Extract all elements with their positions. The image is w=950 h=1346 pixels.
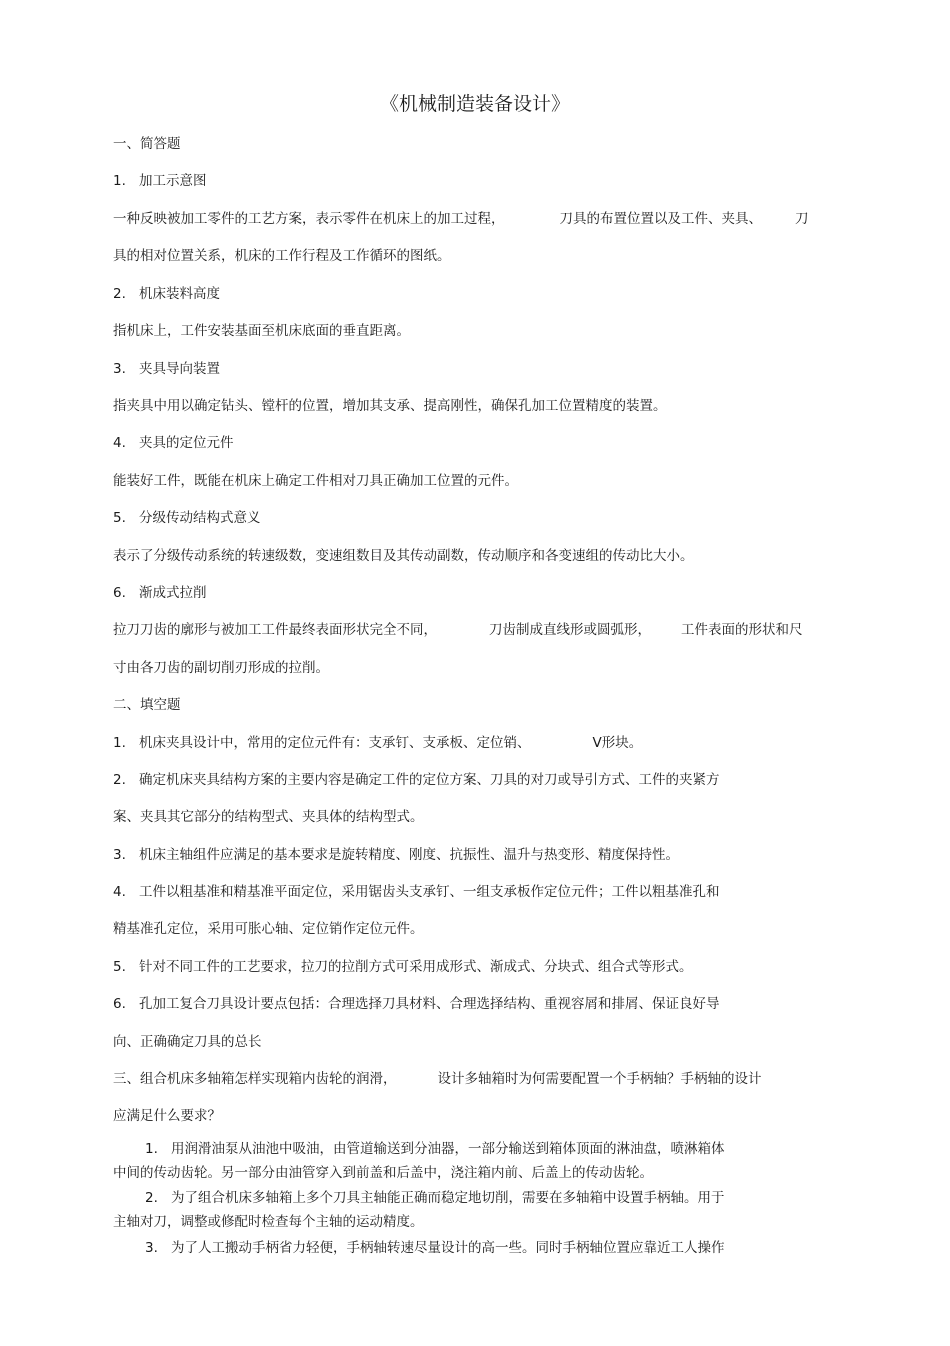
definition-line — [113, 622, 803, 638]
item-number: 6. — [113, 996, 126, 1012]
item-number: 1. — [113, 735, 126, 751]
item-number: 2. — [113, 286, 126, 302]
item-number: 2. — [145, 1190, 158, 1206]
document-title: 《机械制造装备设计》 — [379, 93, 570, 115]
item-number: 4. — [113, 884, 126, 900]
term-text: 夹具导向装置 — [139, 361, 220, 377]
definition-text: 拉刀刀齿的廓形与被加工工件最终表面形状完全不同， — [113, 622, 437, 638]
fill-item — [113, 884, 720, 900]
answer-text: 为了组合机床多轴箱上多个刀具主轴能正确而稳定地切削，需要在多轴箱中设置手柄轴。用于 — [171, 1190, 725, 1206]
answer-text: 为了人工搬动手柄省力轻便，手柄轴转速尽量设计的高一些。同时手柄轴位置应靠近工人操作 — [171, 1240, 725, 1256]
fill-item — [113, 772, 720, 788]
item-number: 5. — [113, 959, 126, 975]
fill-text: 机床夹具设计中，常用的定位元件有：支承钉、支承板、定位销、 — [139, 735, 531, 751]
fill-text: 工件以粗基准和精基准平面定位，采用锯齿头支承钉、一组支承板作定位元件；工件以粗基准孔和 — [139, 884, 720, 900]
definition-line: 能装好工件，既能在机床上确定工件相对刀具正确加工位置的元件。 — [113, 473, 518, 489]
item-number: 5. — [113, 510, 126, 526]
answer-item — [145, 1141, 725, 1157]
question-term — [113, 435, 234, 451]
item-number: 6. — [113, 585, 126, 601]
item-number: 1. — [113, 173, 126, 189]
term-text: 机床装料高度 — [139, 286, 220, 302]
question-term — [113, 510, 261, 526]
answer-continuation: 主轴对刀，调整或修配时检查每个主轴的运动精度。 — [113, 1214, 424, 1230]
fill-item — [113, 735, 642, 751]
item-number: 2. — [113, 772, 126, 788]
section-heading-2: 二、填空题 — [113, 697, 181, 713]
definition-line: 具的相对位置关系，机床的工作行程及工作循环的图纸。 — [113, 248, 451, 264]
term-text: 分级传动结构式意义 — [139, 510, 261, 526]
fill-text: V形块。 — [592, 735, 643, 751]
definition-text: 刀齿制成直线形或圆弧形， — [489, 622, 651, 638]
fill-item-continuation: 案、夹具其它部分的结构型式、夹具体的结构型式。 — [113, 809, 424, 825]
item-number: 3. — [145, 1240, 158, 1256]
fill-text: 机床主轴组件应满足的基本要求是旋转精度、刚度、抗振性、温升与热变形、精度保持性。 — [139, 847, 679, 863]
section-heading-3-continuation: 应满足什么要求？ — [113, 1108, 221, 1124]
question-term — [113, 361, 220, 377]
definition-line: 指机床上，工件安装基面至机床底面的垂直距离。 — [113, 323, 410, 339]
item-number: 4. — [113, 435, 126, 451]
fill-item — [113, 959, 693, 975]
item-number: 1. — [145, 1141, 158, 1157]
definition-text: 工件表面的形状和尺 — [681, 622, 803, 638]
definition-text: 刀 — [795, 211, 809, 227]
answer-item — [145, 1240, 725, 1256]
term-text: 渐成式拉削 — [139, 585, 207, 601]
fill-text: 针对不同工件的工艺要求，拉刀的拉削方式可采用成形式、渐成式、分块式、组合式等形式。 — [139, 959, 693, 975]
definition-line: 表示了分级传动系统的转速级数，变速组数目及其传动副数，传动顺序和各变速组的传动比大小。 — [113, 548, 694, 564]
answer-item — [145, 1190, 725, 1206]
answer-continuation: 中间的传动齿轮。另一部分由油管穿入到前盖和后盖中，浇注箱内前、后盖上的传动齿轮。 — [113, 1165, 653, 1181]
definition-text: 一种反映被加工零件的工艺方案，表示零件在机床上的加工过程， — [113, 211, 505, 227]
item-number: 3. — [113, 847, 126, 863]
heading-text: 设计多轴箱时为何需要配置一个手柄轴？手柄轴的设计 — [437, 1071, 762, 1087]
question-term — [113, 173, 207, 189]
term-text: 加工示意图 — [139, 173, 207, 189]
fill-item — [113, 996, 720, 1012]
term-text: 夹具的定位元件 — [139, 435, 234, 451]
answer-text: 用润滑油泵从油池中吸油，由管道输送到分油器，一部分输送到箱体顶面的淋油盘，喷淋箱体 — [171, 1141, 725, 1157]
heading-text: 三、组合机床多轴箱怎样实现箱内齿轮的润滑， — [113, 1071, 397, 1087]
question-term — [113, 585, 207, 601]
item-number: 3. — [113, 361, 126, 377]
fill-item-continuation: 精基准孔定位，采用可胀心轴、定位销作定位元件。 — [113, 921, 424, 937]
fill-text: 孔加工复合刀具设计要点包括：合理选择刀具材料、合理选择结构、重视容屑和排屑、保证良好导 — [139, 996, 720, 1012]
definition-line: 寸由各刀齿的副切削刃形成的拉削。 — [113, 660, 329, 676]
question-term — [113, 286, 220, 302]
fill-item-continuation: 向、正确确定刀具的总长 — [113, 1034, 262, 1050]
section-heading-1: 一、简答题 — [113, 136, 181, 152]
fill-text: 确定机床夹具结构方案的主要内容是确定工件的定位方案、刀具的对刀或导引方式、工件的夹紧方 — [139, 772, 720, 788]
definition-text: 刀具的布置位置以及工件、夹具、 — [559, 211, 762, 227]
section-heading-3 — [113, 1071, 762, 1087]
fill-item — [113, 847, 679, 863]
definition-line: 指夹具中用以确定钻头、镗杆的位置，增加其支承、提高刚性，确保孔加工位置精度的装置。 — [113, 398, 667, 414]
definition-line — [113, 211, 809, 227]
